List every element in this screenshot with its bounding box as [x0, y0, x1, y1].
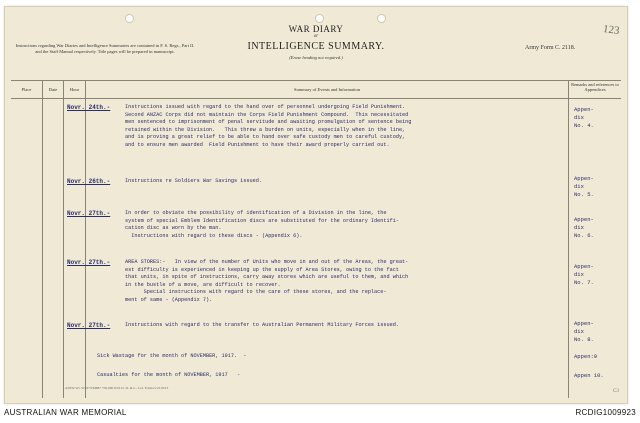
header-hour: Hour	[69, 87, 80, 92]
entry-date: Novr. 27th.-	[67, 322, 111, 329]
header-remarks: Remarks and references to Appendices	[571, 82, 619, 92]
entry-remark: Appen- dix No. 4.	[574, 106, 594, 129]
entry-remark: Appen- dix No. 6.	[574, 216, 594, 239]
entry-remark: Appen- dix No. 5.	[574, 175, 594, 198]
entry-date: Novr. 27th.-	[67, 210, 111, 217]
archive-credit: AUSTRALIAN WAR MEMORIAL	[4, 408, 127, 417]
header-top-rule	[11, 80, 621, 81]
column-rule	[42, 80, 43, 398]
sick-wastage-remark: Appen:9	[574, 353, 598, 360]
column-rule	[63, 80, 64, 398]
header-date: Date	[48, 87, 58, 92]
entry-remark: Appen- dix No. 7.	[574, 263, 594, 286]
entry-text: Instructions issued with regard to the hand over of personnel undergoing Field Punishment. Second ANZAC Corps did not maintain the Corps Field Punishment Compound. This necessitated men sentenced to imprisonment of penal servitude and awaiting promulgation of sentence being retained within the Division. This threw a burden on units, especially when in the line, and is proving a great relief to be able to hand over safe custody men to careful custody, and to ensure men awarded Field Punishment to have their award properly carried out.	[125, 104, 412, 148]
entry-date: Novr. 27th.-	[67, 259, 111, 266]
printer-line: A5834 Wt. W4973/M687 750,000 8/16 D. D. & L., Ltd. Forms/C2118/13	[65, 386, 169, 390]
column-rule	[85, 80, 86, 398]
sick-wastage-line: Sick Wastage for the month of NOVEMBER, 1917. -	[97, 353, 247, 359]
archive-reference: RCDIG1009923	[575, 408, 636, 417]
header-bottom-rule	[11, 98, 621, 99]
entry-remark: Appen- dix No. 8.	[574, 320, 594, 343]
title-or: or	[313, 34, 319, 39]
title-war-diary: WAR DIARY	[288, 24, 344, 34]
header-summary: Summary of Events and Information	[294, 87, 360, 92]
entry-text: In order to obviate the possibility of identification of a Division in the line, the system of special Emblem Identification discs are substituted for the ordinary Identifi- cation disc as worn by the man. Instructions with regard to these discs - (Appendix 6).	[125, 210, 399, 239]
entry-date: Novr. 24th.-	[67, 104, 111, 111]
corner-mark: C3	[613, 389, 619, 394]
casualties-line: Casualties for the month of NOVEMBER, 1917 -	[97, 372, 241, 378]
diary-page	[4, 6, 628, 404]
punch-hole	[125, 14, 134, 23]
instructions-note: Instructions regarding War Diaries and Intelligence Summaries are contained in F. S. Regs., Part II. and the Staff Manual respectively. Title pages will be prepared in manuscript.	[15, 43, 195, 54]
casualties-remark: Appen 10.	[574, 372, 604, 379]
header-place: Place	[21, 87, 32, 92]
title-intelligence-summary: INTELLIGENCE SUMMARY.	[247, 41, 385, 52]
punch-hole	[315, 14, 324, 23]
entry-text: Instructions with regard to the transfer to Australian Permanent Military Forces issued.	[125, 322, 399, 328]
entry-text: Instructions re Soldiers War Savings issued.	[125, 178, 262, 184]
entry-text: AREA STORES:- In view of the number of Units who move in and out of the Areas, the great- est difficulty is experienced in keeping up the supply of Area Stores, owing to the fact that units, in spite of instructions, carry away stores which are useful to them, and which in the bustle of a move, are difficult to recover. Special instructions with regard to the care of these stores, and the replace- ment of same - (Appendix 7).	[125, 259, 409, 303]
title-erase-note: (Erase heading not required.)	[289, 55, 343, 60]
folio-number: 123	[602, 22, 621, 38]
entry-date: Novr. 26th.-	[67, 178, 111, 185]
punch-hole	[377, 14, 386, 23]
column-rule	[568, 80, 569, 398]
army-form-number: Army Form C. 2118.	[525, 45, 576, 51]
